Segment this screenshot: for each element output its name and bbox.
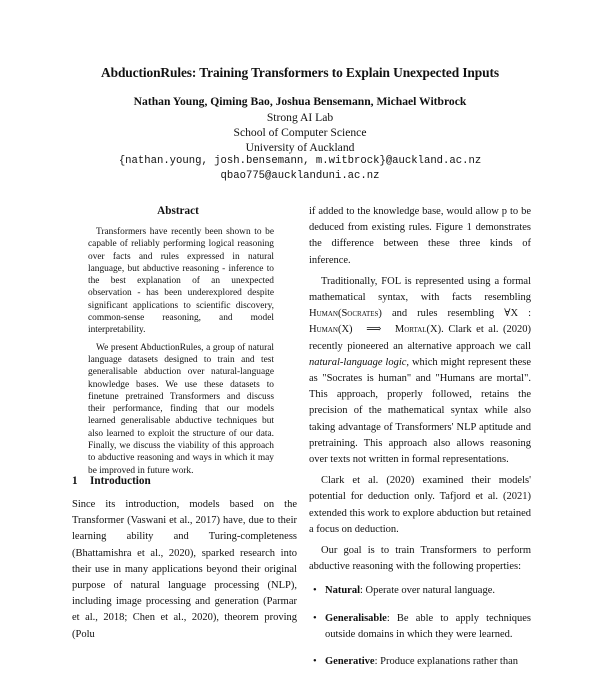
right-paragraph-1: Traditionally, FOL is represented using a formal mathematical syntax, with facts resembling Human(Socrates) and rules resembling ∀X : Human(X) ⟹ Mortal(X). Clark et al. (2020) recently pioneered an alternative approach we call natural-language logic, which might represent these as "Socrates is human" and "Humans are mortal". This approach, properly followed, retains the precision of the mathematical syntax while also taking advantage of Transformers' NLP aptitude and pretraining. This approach also allows reasoning over texts not written in formal representations. <box>309 275 532 466</box>
email-line-2: qbao775@aucklanduni.ac.nz <box>220 170 380 182</box>
right-paragraph-3: Our goal is to train Transformers to perform abductive reasoning with the following properties: <box>309 545 531 573</box>
affiliation-university: University of Auckland <box>245 141 355 154</box>
abstract-paragraph-2: We present AbductionRules, a group of natural language datasets designed to train and test generalisable abduction over natural-language knowledge bases. We use these datasets to finetune pretrained Transformers and discuss their performance, finding that our models learned generalisable abductive techniques but also learned to exploit the structure of our data. Finally, we discuss the viability of this approach to abductive reasoning and ways in which it may be improved in future work. <box>88 342 274 476</box>
section-title: Introduction <box>90 475 151 487</box>
abstract-paragraph-1: Transformers have recently been shown to be capable of reliably performing logical reasoning over facts and rules expressed in natural language, but abductive reasoning - inference to the best explanation of an unexpected observation - has been underexplored despite significant applications to scientific discovery, common-sense reasoning, and model interpretability. <box>88 227 274 336</box>
right-column <box>309 204 531 681</box>
affiliation-school: School of Computer Science <box>233 126 367 139</box>
formula-mortal-x: Mortal(X). <box>394 324 444 336</box>
section-heading-introduction <box>72 475 151 487</box>
right-paragraph-2: Clark et al. (2020) examined their models' potential for deduction only. Tafjord et al. (2021) extended this work to explore abduction but retained a focus on deduction. <box>309 475 531 535</box>
right-paragraph-0: if added to the knowledge base, would allow p to be deduced from existing rules. Figure 1 demonstrates the difference between these three kinds of inference. <box>309 206 531 266</box>
property-list <box>309 583 531 670</box>
affiliation-lab: Strong AI Lab <box>266 111 334 124</box>
abstract-body <box>88 226 274 482</box>
list-item: • Natural: Operate over natural language. <box>313 585 495 597</box>
introduction-body <box>72 497 297 643</box>
formula-human-socrates: Human(Socrates) <box>309 308 382 320</box>
introduction-paragraph: Since its introduction, models based on the Transformer (Vaswani et al., 2017) have, due to their learning ability and Turing-completeness (Bhattamishra et al., 2020), sparked research into their use in many applications beyond their original purpose of natural language processing (NLP), including image processing and generation (Parmar et al., 2018; Chen et al., 2020), theorem proving (Polu <box>72 499 297 640</box>
email-line-1: {nathan.young, josh.bensemann, m.witbrock}@auckland.ac.nz <box>118 155 482 167</box>
author-list: Nathan Young, Qiming Bao, Joshua Bensemann, Michael Witbrock <box>133 95 467 108</box>
abstract-heading: Abstract <box>157 205 199 217</box>
nll-term: natural-language logic <box>309 356 407 368</box>
list-item: • Generalisable: Be able to apply techniques outside domains in which they were learned. <box>313 612 531 640</box>
formula-human-x: Human(X) <box>309 324 353 336</box>
list-item: • Generative: Produce explanations rather than <box>313 656 519 668</box>
implies-symbol: ⟹ <box>366 324 382 336</box>
paper-title: AbductionRules: Training Transformers to Explain Unexpected Inputs <box>101 65 499 80</box>
section-number: 1 <box>72 475 78 487</box>
